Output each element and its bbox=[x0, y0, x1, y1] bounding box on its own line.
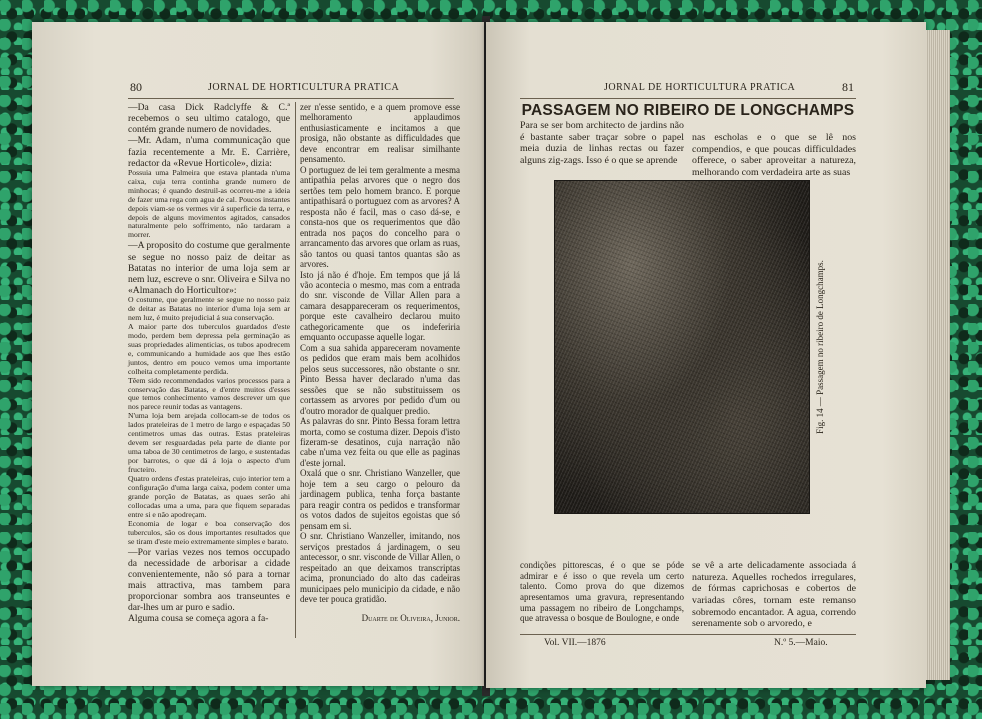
paragraph: Alguma cousa se começa agora a fa- bbox=[128, 613, 269, 625]
left-running-head: JORNAL DE HORTICULTURA PRATICA bbox=[208, 82, 400, 93]
left-header-rule bbox=[128, 98, 454, 99]
paragraph-small: Economia de logar e boa conservação dos tuberculos, são os dous importantes resultados que se tiram d'este meio extremamente simples e barato. bbox=[128, 518, 290, 546]
column-divider bbox=[295, 102, 296, 638]
right-page bbox=[486, 22, 926, 688]
paragraph: O snr. Christiano Wanzeller, imitando, nos serviços prestados á jardinagem, o seu antecessor, o snr. visconde de Villar Allen, o respeitado an que deixamos transcriptas acima, pronunciado do alto das cadeiras municipaes pelo municipio da cidade, e não deve ter pouca gratidão. bbox=[300, 531, 460, 605]
paragraph-small: Têem sido recommendados varios processos para a conservação das Batatas, e d'entre muitos d'esses que temos conhecimento vamos descrever um que nos parece reunir todas as vantagens. bbox=[128, 375, 290, 412]
footer-volume: Vol. VII.—1876 bbox=[544, 638, 606, 648]
left-page-number: 80 bbox=[130, 80, 142, 94]
paragraph-small: N'uma loja bem arejada collocam-se de todos os lados prateleiras de 1 metro de largo e espaçadas 50 centimetros umas das outras. Estas prateleiras devem ser resguardadas pela parte de diante por uma taboa de 30 centimetros de largo, e sustentadas por barrotes, o que dá á loja o aspecto d'um fructeiro. bbox=[128, 411, 290, 475]
paragraph: Oxalá que o snr. Christiano Wanzeller, que hoje tem a seu cargo o pelouro da jardinagem publica, tenha força bastante para reagir contra os pedidos e transformar os votos dados de sujeitos egoistas que só pensam em si. bbox=[300, 468, 460, 531]
engraving-illustration bbox=[554, 180, 810, 514]
right-header-rule bbox=[520, 98, 856, 99]
paragraph: As palavras do snr. Pinto Bessa foram lettra morta, como se costuma dizer. Depois d'isto fizeram-se desatinos, cuja narração não cabe n'uma vez feita ou que elle as paginas d'este jornal. bbox=[300, 416, 460, 468]
intro-column-left: Para se ser bom architecto de jardins não é bastante saber traçar sobre o papel meia duzia de linhas rectas ou fazer alguns zig-zags. Isso é o que se aprende bbox=[520, 120, 684, 167]
bottom-column-left: condições pittorescas, é o que se póde admirar e é isso o que revela um certo talento. Como prova do que dizemos apresentamos uma gravura, representando uma passagem no ribeiro de Longchamps, que atravessa o bosque de Boulogne, e onde bbox=[520, 560, 684, 624]
right-running-head: JORNAL DE HORTICULTURA PRATICA bbox=[604, 82, 796, 93]
paragraph: —Da casa Dick Radclyffe & C.ª recebemos o seu ultimo catalogo, que contém grande numero de novidades. bbox=[128, 102, 290, 136]
paragraph: —A proposito do costume que geralmente se segue no nosso paiz de deitar as Batatas no interior de uma loja sem ar nem luz, escreve o snr. Oliveira e Silva no «Almanach do Horticultor»: bbox=[128, 240, 290, 296]
paragraph-small: O costume, que geralmente se segue no nosso paiz de deitar as Batatas no interior d'uma loja sem ar nem luz, é muito prejudicial á sua conservação. bbox=[128, 295, 290, 322]
paragraph: Com a sua sahida appareceram novamente os pedidos que eram mais bem acolhidos pelos seus successores, não obstante o snr. Pinto Bessa haver declarado n'uma das sessões que se não substituissem os cortassem as arvores por pedido d'um ou d'outro morador de qualquer predio. bbox=[300, 342, 460, 416]
left-column-2 bbox=[300, 102, 460, 623]
paragraph: Isto já não é d'hoje. Em tempos que já lá vão acontecia o mesmo, mas com a entrada do snr. visconde de Villar Allen para a camara desappareceram os requerimentos, porque este cavalheiro declarou muito cathegoricamente que os indeferiria emquanto occupasse aquelle logar. bbox=[300, 269, 460, 343]
footer-issue: N.º 5.—Maio. bbox=[774, 638, 828, 648]
left-page bbox=[32, 22, 484, 686]
article-title: PASSAGEM NO RIBEIRO DE LONGCHAMPS bbox=[521, 102, 855, 119]
paragraph-small: Possuia uma Palmeira que estava plantada n'uma caixa, cuja terra continha grande numero de minhocas; é quando destruil-as ocorreu-me a ideia de fazer uma rega com agua de cal. Poucos instantes depois viam-se os vermes vir á superficie da terra, e depois de alguns movimentos agitados, cansados naturalmente pelo soffrimento, não tardaram a morrer. bbox=[128, 167, 290, 240]
figure-caption-vertical bbox=[810, 252, 824, 452]
intro-column-right: nas escholas e o que se lê nos compendios, e que poucas difficuldades offerece, o saber aproveitar a natureza, melhorando com verdadeira arte as suas bbox=[692, 132, 856, 179]
author-signature: Duarte de Oliveira, Junior. bbox=[361, 612, 460, 623]
paragraph-small: Quatro ordens d'estas prateleiras, cujo interior tem a configuração d'uma larga caixa, podem conter uma grande porção de Batatas, as quaes serão ahi collocadas uma a uma, para que fiquem separadas entre si e não apodreçam. bbox=[128, 474, 290, 519]
paragraph-small: A maior parte dos tuberculos guardados d'este modo, perdem bem depressa pela germinação as suas propriedades alimenticias, os tubos apodrecem e, communicando a humidade aos que lhes estão juntos, dentro em pouco vemos uma importante colheita completamente perdida. bbox=[128, 321, 290, 376]
bottom-column-right: se vê a arte delicadamente associada á natureza. Aquelles rochedos irregulares, de fórmas caprichosas e cobertos de variadas côres, tornam este remanso sobremodo encantador. A agua, correndo serenamente sob o arvoredo, e bbox=[692, 560, 856, 630]
page-edges bbox=[926, 30, 950, 680]
footer-rule bbox=[520, 634, 856, 635]
paragraph: O portuguez de lei tem geralmente a mesma antipathia pelas arvores que o negro dos sertões tem pelo homem branco. E porque antipathisará o portuguez com as arvores? A resposta não é facil, mas o caso dá-se, e consta-nos que os requerimentos que dão entrada nos paços do concelho para o arrancamento das arvores que orlam as ruas, são tantos ou quasi tantos quantas são as arvores. bbox=[300, 164, 460, 270]
paragraph: —Por varias vezes nos temos occupado da necessidade de arborisar a cidade convenientemente, não só para a tornar mais attractiva, mas tambem para proporcionar sombra aos transeuntes e dar-lhes um ar puro e sadio. bbox=[128, 546, 290, 614]
paragraph: zer n'esse sentido, e a quem promove esse melhoramento applaudimos enthusiasticamente e incitamos a que prosiga, não obstante as difficuldades que deve encontrar em realisar similhante pensamento. bbox=[300, 102, 460, 165]
left-column-1 bbox=[128, 102, 290, 625]
right-page-number: 81 bbox=[842, 80, 854, 94]
paragraph: —Mr. Adam, n'uma communicação que fazia recentemente a Mr. E. Carrière, redactor da «Revue Horticole», dizia: bbox=[128, 135, 290, 169]
figure-caption: Fig. 14 — Passagem no ribeiro de Longchamps. bbox=[815, 260, 825, 434]
